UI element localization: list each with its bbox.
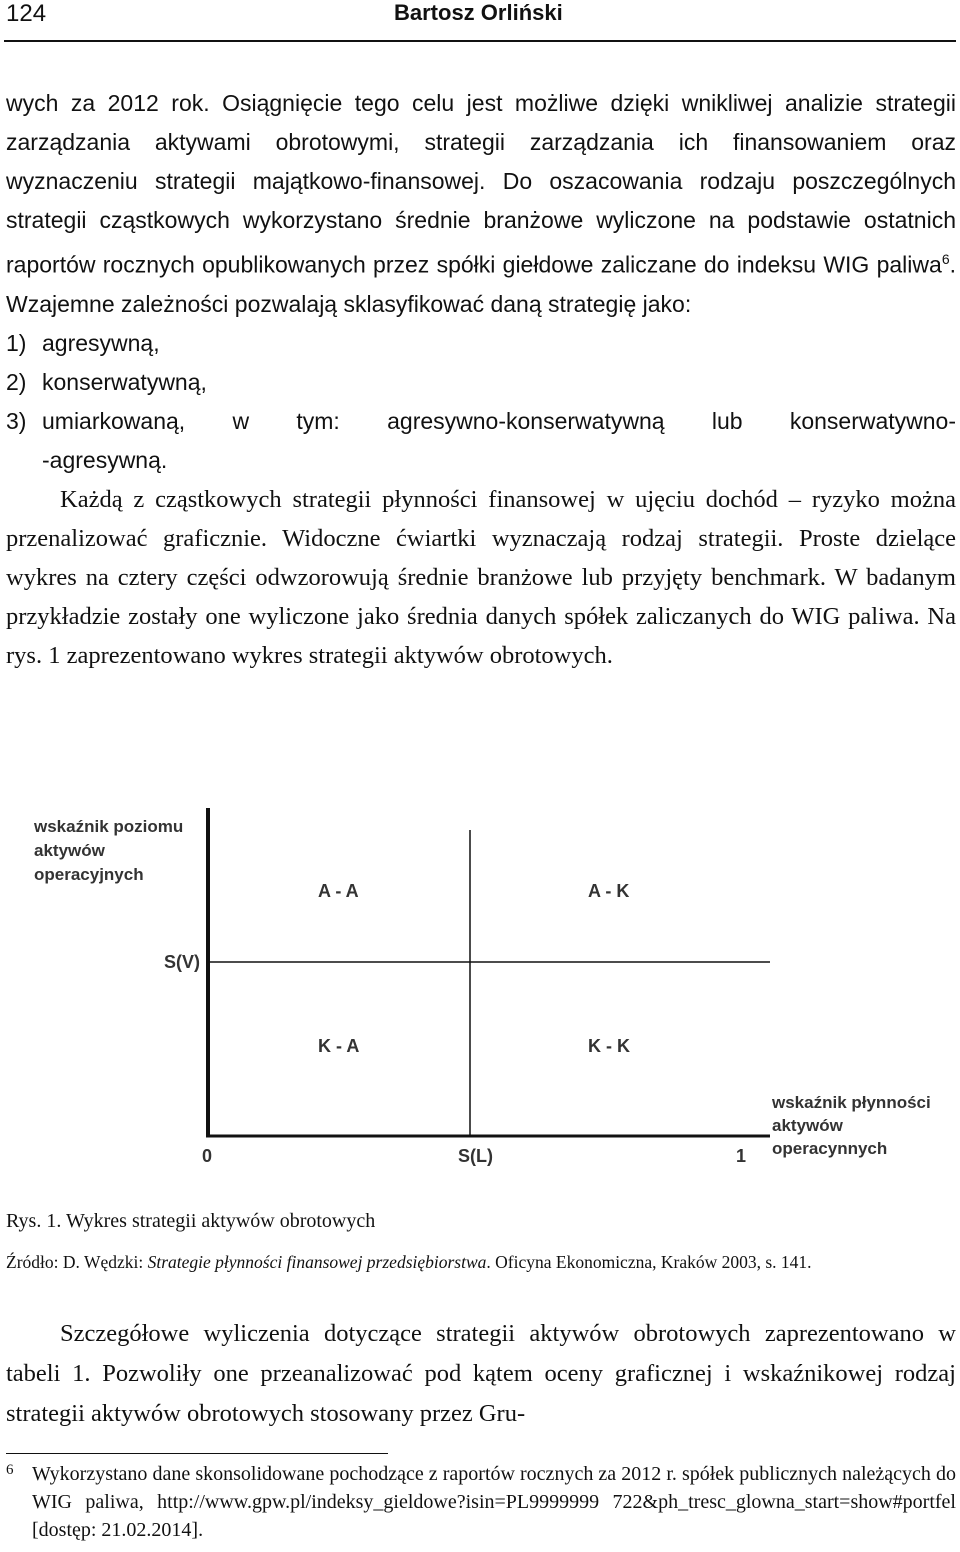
source-title: Strategie płynności finansowej przedsiębiorstwa xyxy=(147,1252,487,1272)
y-axis-label-line-1: wskaźnik poziomu xyxy=(34,817,184,836)
paragraph-1-part-2: . Wzajemne zależności pozwalają sklasyfikować daną strategię jako: xyxy=(6,251,956,317)
header-rule xyxy=(4,40,956,42)
paragraph-3: Szczegółowe wyliczenia dotyczące strategii aktywów obrotowych zaprezentowano w tabeli 1. Pozwoliły one przeanalizować pod kątem oceny graficznej i wskaźnikowej rodzaj strategii aktywów obrotowych stosowany przez Gru- xyxy=(6,1320,956,1427)
figure-strategy-chart xyxy=(0,790,960,1190)
x-axis-label-line-3: operacynnych xyxy=(772,1139,888,1158)
quadrant-label-bottom-right: K - K xyxy=(588,1036,630,1056)
list-item-number: 1) xyxy=(6,329,27,356)
y-marker-sv: S(V) xyxy=(164,952,200,972)
list-item-continuation-text: -agresywną. xyxy=(42,446,168,473)
strategy-chart-svg xyxy=(0,790,960,1190)
footnote xyxy=(6,1460,956,1544)
page-number: 124 xyxy=(6,0,47,27)
paragraph-2: Każdą z cząstkowych strategii płynności finansowej w ujęciu dochód – ryzyko można przenalizować graficznie. Widoczne ćwiartki wyznaczają rodzaj strategii. Proste dzielące wykres na cztery części odwzorowują średnie branżowe lub przyjęty benchmark. W badanym przykładzie zostały one wyliczone jako średnia danych spółek zaliczanych do WIG paliwa. Na rys. 1 zaprezentowano wykres strategii aktywów obrotowych. xyxy=(6,485,956,669)
x-marker-sl: S(L) xyxy=(458,1146,493,1166)
list-item xyxy=(6,402,956,441)
footnote-mark: 6 xyxy=(6,1462,14,1478)
list-item xyxy=(6,324,956,363)
list-item-continuation xyxy=(6,441,956,480)
paragraph-1-part-1: wych za 2012 rok. Osiągnięcie tego celu jest możliwe dzięki wnikliwej analizie strategii zarządzania aktywami obrotowymi, strategii zarządzania ich finansowaniem oraz wyznaczeniu strategii majątkowo-finansowej. Do oszacowania rodzaju poszczególnych strategii cząstkowych wykorzystano średnie branżowe wyliczone na podstawie ostatnich raportów rocznych opublikowanych przez spółki giełdowe zaliczane do indeksu WIG paliwa xyxy=(6,90,956,278)
strategy-list xyxy=(6,324,956,480)
list-item-text: agresywną, xyxy=(42,329,160,356)
list-item-number: 3) xyxy=(6,407,27,434)
source-suffix: . Oficyna Ekonomiczna, Kraków 2003, s. 141. xyxy=(486,1252,812,1272)
figure-source xyxy=(6,1252,812,1273)
quadrant-label-bottom-left: K - A xyxy=(318,1036,360,1056)
footnote-reference[interactable]: 6 xyxy=(941,251,950,267)
page-header xyxy=(0,0,960,40)
footnote-text: Wykorzystano dane skonsolidowane pochodzące z raportów rocznych za 2012 r. spółek publicznych należących do WIG paliwa, http://www.gpw.pl/indeksy_gieldowe?isin=PL9999999 722&ph_tresc_glowna_start=show#portfel [dostęp: 21.02.2014]. xyxy=(32,1463,956,1541)
x-origin-label: 0 xyxy=(202,1146,213,1166)
list-item-text: umiarkowaną, w tym: agresywno-konserwatywną lub konserwatywno- xyxy=(42,407,956,434)
paragraph-1 xyxy=(6,84,956,324)
quadrant-label-top-left: A - A xyxy=(318,881,359,901)
x-axis-label-line-2: aktywów xyxy=(772,1116,843,1135)
x-end-label: 1 xyxy=(736,1146,747,1166)
running-head-author: Bartosz Orliński xyxy=(394,0,563,25)
x-axis-label-line-1: wskaźnik płynności xyxy=(772,1093,931,1112)
source-prefix: Źródło: D. Wędzki: xyxy=(6,1252,148,1272)
body-text-continued xyxy=(6,1314,956,1434)
list-item-number: 2) xyxy=(6,368,27,395)
list-item xyxy=(6,363,956,402)
figure-caption: Rys. 1. Wykres strategii aktywów obrotowych xyxy=(6,1210,376,1232)
list-item-text: konserwatywną, xyxy=(42,368,207,395)
footnote-rule xyxy=(6,1453,388,1454)
y-axis-label-line-3: operacyjnych xyxy=(34,865,144,884)
body-text xyxy=(6,84,956,675)
quadrant-label-top-right: A - K xyxy=(588,881,630,901)
y-axis-label-line-2: aktywów xyxy=(34,841,105,860)
